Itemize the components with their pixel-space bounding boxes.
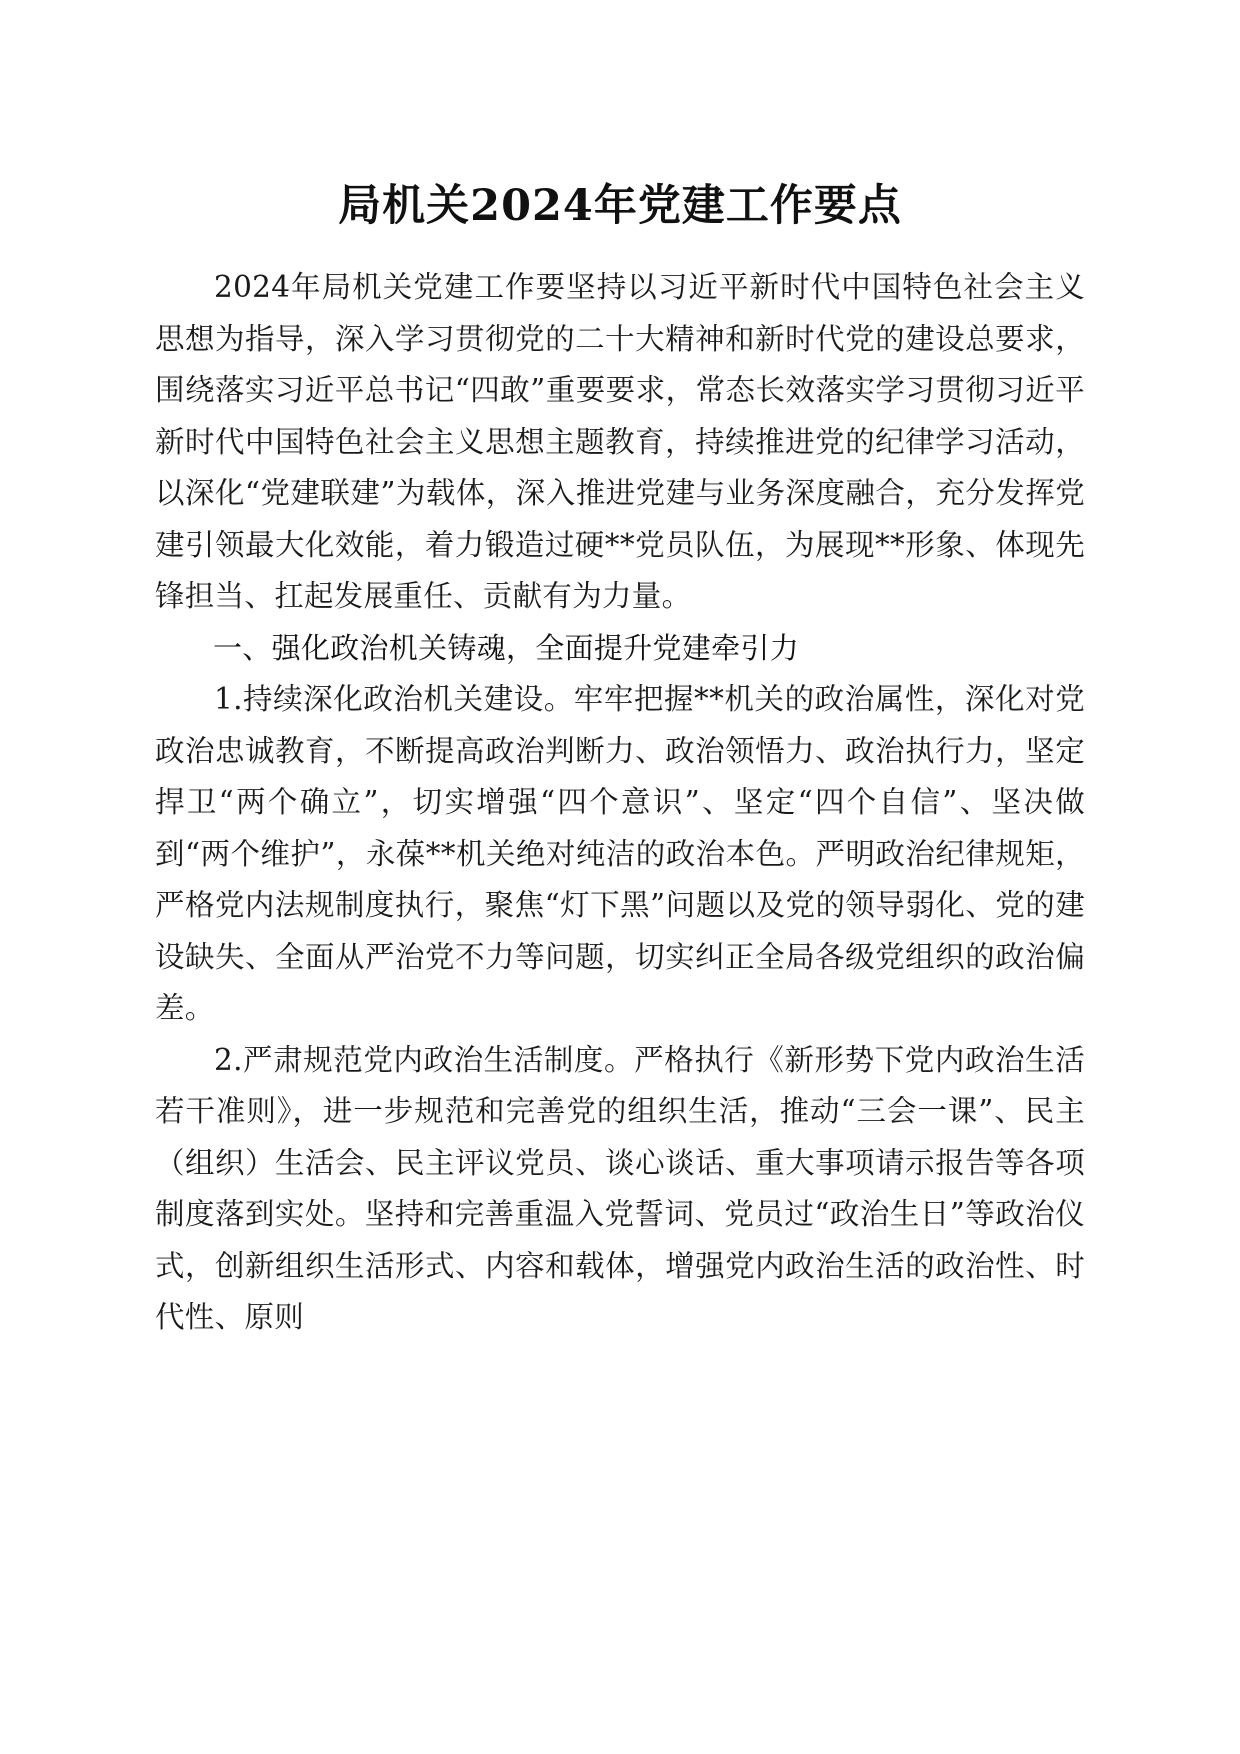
intro-paragraph: 2024年局机关党建工作要坚持以习近平新时代中国特色社会主义思想为指导，深入学习贯彻党的二十大精神和新时代党的建设总要求，围绕落实习近平总书记“四敢”重要要求，常态长效落实学习贯彻习近平新时代中国特色社会主义思想主题教育，持续推进党的纪律学习活动，以深化“党建联建”为载体，深入推进党建与业务深度融合，充分发挥党建引领最大化效能，着力锻造过硬**党员队伍，为展现**形象、体现先锋担当、扛起发展重任、贡献有为力量。 (155, 270, 1085, 613)
document-body (155, 262, 1085, 1344)
document-title: 局机关2024年党建工作要点 (338, 181, 902, 231)
item-paragraph-2: 2.严肃规范党内政治生活制度。严格执行《新形势下党内政治生活若干准则》，进一步规范和完善党的组织生活，推动“三会一课”、民主（组织）生活会、民主评议党员、谈心谈话、重大事项请示报告等各项制度落到实处。坚持和完善重温入党誓词、党员过“政治生日”等政治仪式，创新组织生活形式、内容和载体，增强党内政治生活的政治性、时代性、原则 (155, 1042, 1085, 1334)
item-paragraph-1: 1.持续深化政治机关建设。牢牢把握**机关的政治属性，深化对党政治忠诚教育，不断提高政治判断力、政治领悟力、政治执行力，坚定捍卫“两个确立”，切实增强“四个意识”、坚定“四个自信”、坚决做到“两个维护”，永葆**机关绝对纯洁的政治本色。严明政治纪律规矩，严格党内法规制度执行，聚焦“灯下黑”问题以及党的领导弱化、党的建设缺失、全面从严治党不力等问题，切实纠正全局各级党组织的政治偏差。 (155, 682, 1085, 1025)
section-heading-1: 一、强化政治机关铸魂，全面提升党建牵引力 (213, 630, 800, 665)
